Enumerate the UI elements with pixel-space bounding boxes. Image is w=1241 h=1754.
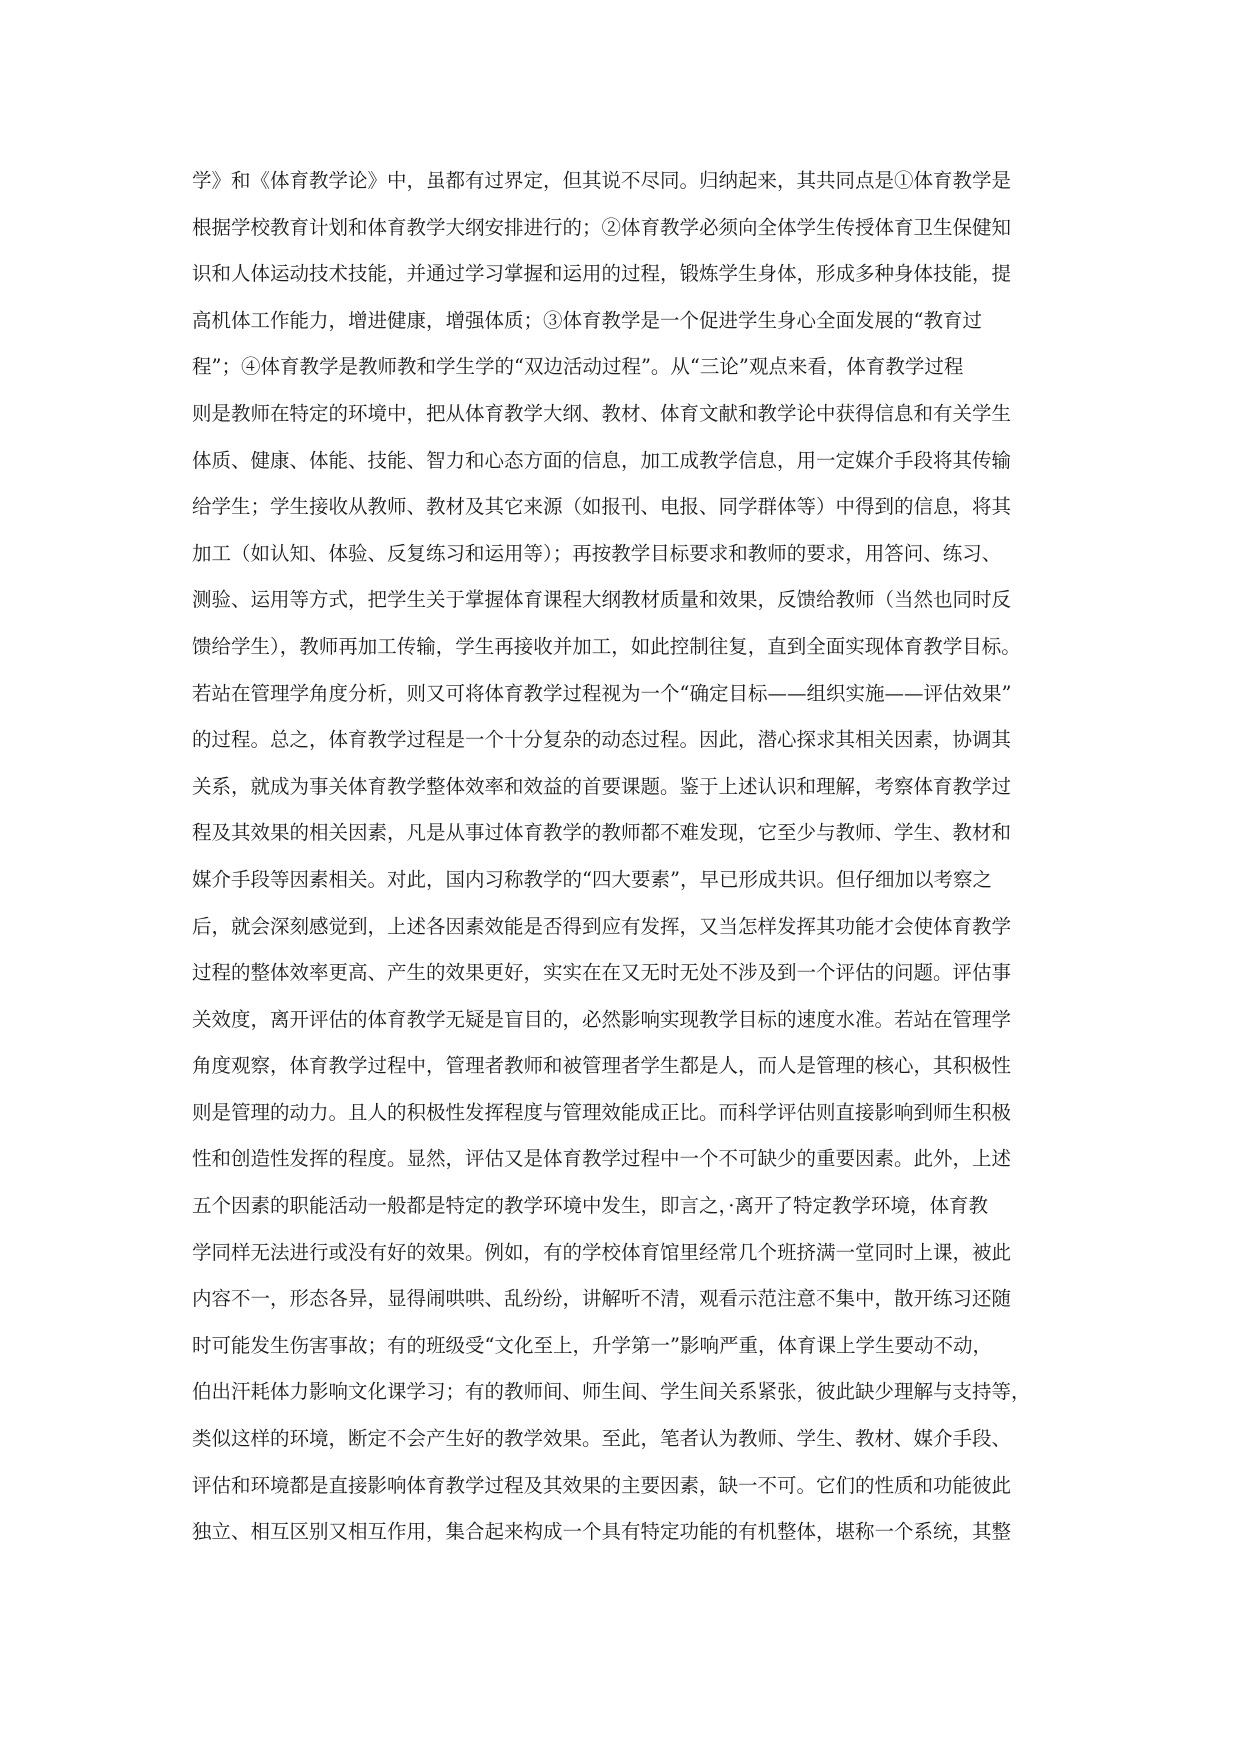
text-line: 独立、相互区别又相互作用，集合起来构成一个具有特定功能的有机整体，堪称一个系统，其整 — [192, 1520, 1012, 1544]
text-line: 媒介手段等因素相关。对此，国内习称教学的“四大要素”，早已形成共识。但仔细加以考察之 — [192, 867, 992, 891]
text-line: 过程的整体效率更高、产生的效果更好，实实在在又无时无处不涉及到一个评估的问题。评估事 — [192, 961, 1012, 985]
text-line: 则是管理的动力。且人的积极性发挥程度与管理效能成正比。而科学评估则直接影响到师生积极 — [192, 1100, 1012, 1124]
text-line: 程”；④体育教学是教师教和学生学的“双边活动过程”。从“三论”观点来看，体育教学过程 — [192, 355, 964, 379]
text-line: 馈给学生），教师再加工传输，学生再接收并加工，如此控制往复，直到全面实现体育教学目标。 — [192, 634, 1021, 658]
text-line: 五个因素的职能活动一般都是特定的教学环境中发生，即言之，·离开了特定教学环境，体育教 — [192, 1194, 988, 1218]
text-line: 程及其效果的相关因素，凡是从事过体育教学的教师都不难发现，它至少与教师、学生、教材和 — [192, 821, 1012, 845]
text-line: 学》和《体育教学论》中，虽都有过界定，但其说不尽同。归纳起来，其共同点是①体育教学是 — [192, 169, 1012, 192]
text-line: 测验、运用等方式，把学生关于掌握体育课程大纲教材质量和效果，反馈给教师（当然也同时反 — [192, 588, 1012, 612]
text-line: 类似这样的环境，断定不会产生好的教学效果。至此，笔者认为教师、学生、教材、媒介手段、 — [192, 1427, 1012, 1451]
body-text — [192, 158, 1072, 1556]
text-line: 关效度，离开评估的体育教学无疑是盲目的，必然影响实现教学目标的速度水准。若站在管理学 — [192, 1007, 1012, 1031]
text-line: 若站在管理学角度分析，则又可将体育教学过程视为一个“确定目标——组织实施——评估效果” — [192, 681, 1012, 705]
text-line: 性和创造性发挥的程度。显然，评估又是体育教学过程中一个不可缺少的重要因素。此外，上述 — [192, 1147, 1012, 1171]
text-line: 角度观察，体育教学过程中，管理者教师和被管理者学生都是人，而人是管理的核心，其积极性 — [192, 1054, 1012, 1078]
text-line: 内容不一，形态各异，显得闹哄哄、乱纷纷，讲解听不清，观看示范注意不集中，散开练习还随 — [192, 1287, 1012, 1311]
text-line: 后，就会深刻感觉到，上述各因素效能是否得到应有发挥，又当怎样发挥其功能才会使体育教学 — [192, 914, 1012, 938]
text-line: 学同样无法进行或没有好的效果。例如，有的学校体育馆里经常几个班挤满一堂同时上课，被此 — [192, 1240, 1012, 1264]
text-line: 加工（如认知、体验、反复练习和运用等）；再按教学目标要求和教师的要求，用答问、练习、 — [192, 541, 1002, 565]
text-line: 关系，就成为事关体育教学整体效率和效益的首要课题。鉴于上述认识和理解，考察体育教学过 — [192, 774, 1012, 798]
text-line: 伯出汗耗体力影响文化课学习；有的教师间、师生间、学生间关系紧张，彼此缺少理解与支持等， — [192, 1380, 1031, 1404]
text-line: 根据学校教育计划和体育教学大纲安排进行的；②体育教学必须向全体学生传授体育卫生保健知 — [192, 215, 1012, 239]
text-line: 高机体工作能力，增进健康，增强体质；③体育教学是一个促进学生身心全面发展的“教育过 — [192, 308, 982, 332]
text-line: 给学生；学生接收从教师、教材及其它来源（如报刊、电报、同学群体等）中得到的信息，将其 — [192, 495, 1012, 519]
text-line: 时可能发生伤害事故；有的班级受“文化至上，升学第一”影响严重，体育课上学生要动不动， — [192, 1333, 992, 1357]
text-line: 识和人体运动技术技能，并通过学习掌握和运用的过程，锻炼学生身体，形成多种身体技能，提 — [192, 262, 1012, 286]
text-line: 评估和环境都是直接影响体育教学过程及其效果的主要因素，缺一不可。它们的性质和功能彼此 — [192, 1473, 1012, 1497]
text-line: 的过程。总之，体育教学过程是一个十分复杂的动态过程。因此，潜心探求其相关因素，协调其 — [192, 728, 1012, 752]
text-line: 体质、健康、体能、技能、智力和心态方面的信息，加工成教学信息，用一定媒介手段将其传输 — [192, 448, 1012, 472]
text-line: 则是教师在特定的环境中，把从体育教学大纲、教材、体育文献和教学论中获得信息和有关学生 — [192, 401, 1012, 425]
